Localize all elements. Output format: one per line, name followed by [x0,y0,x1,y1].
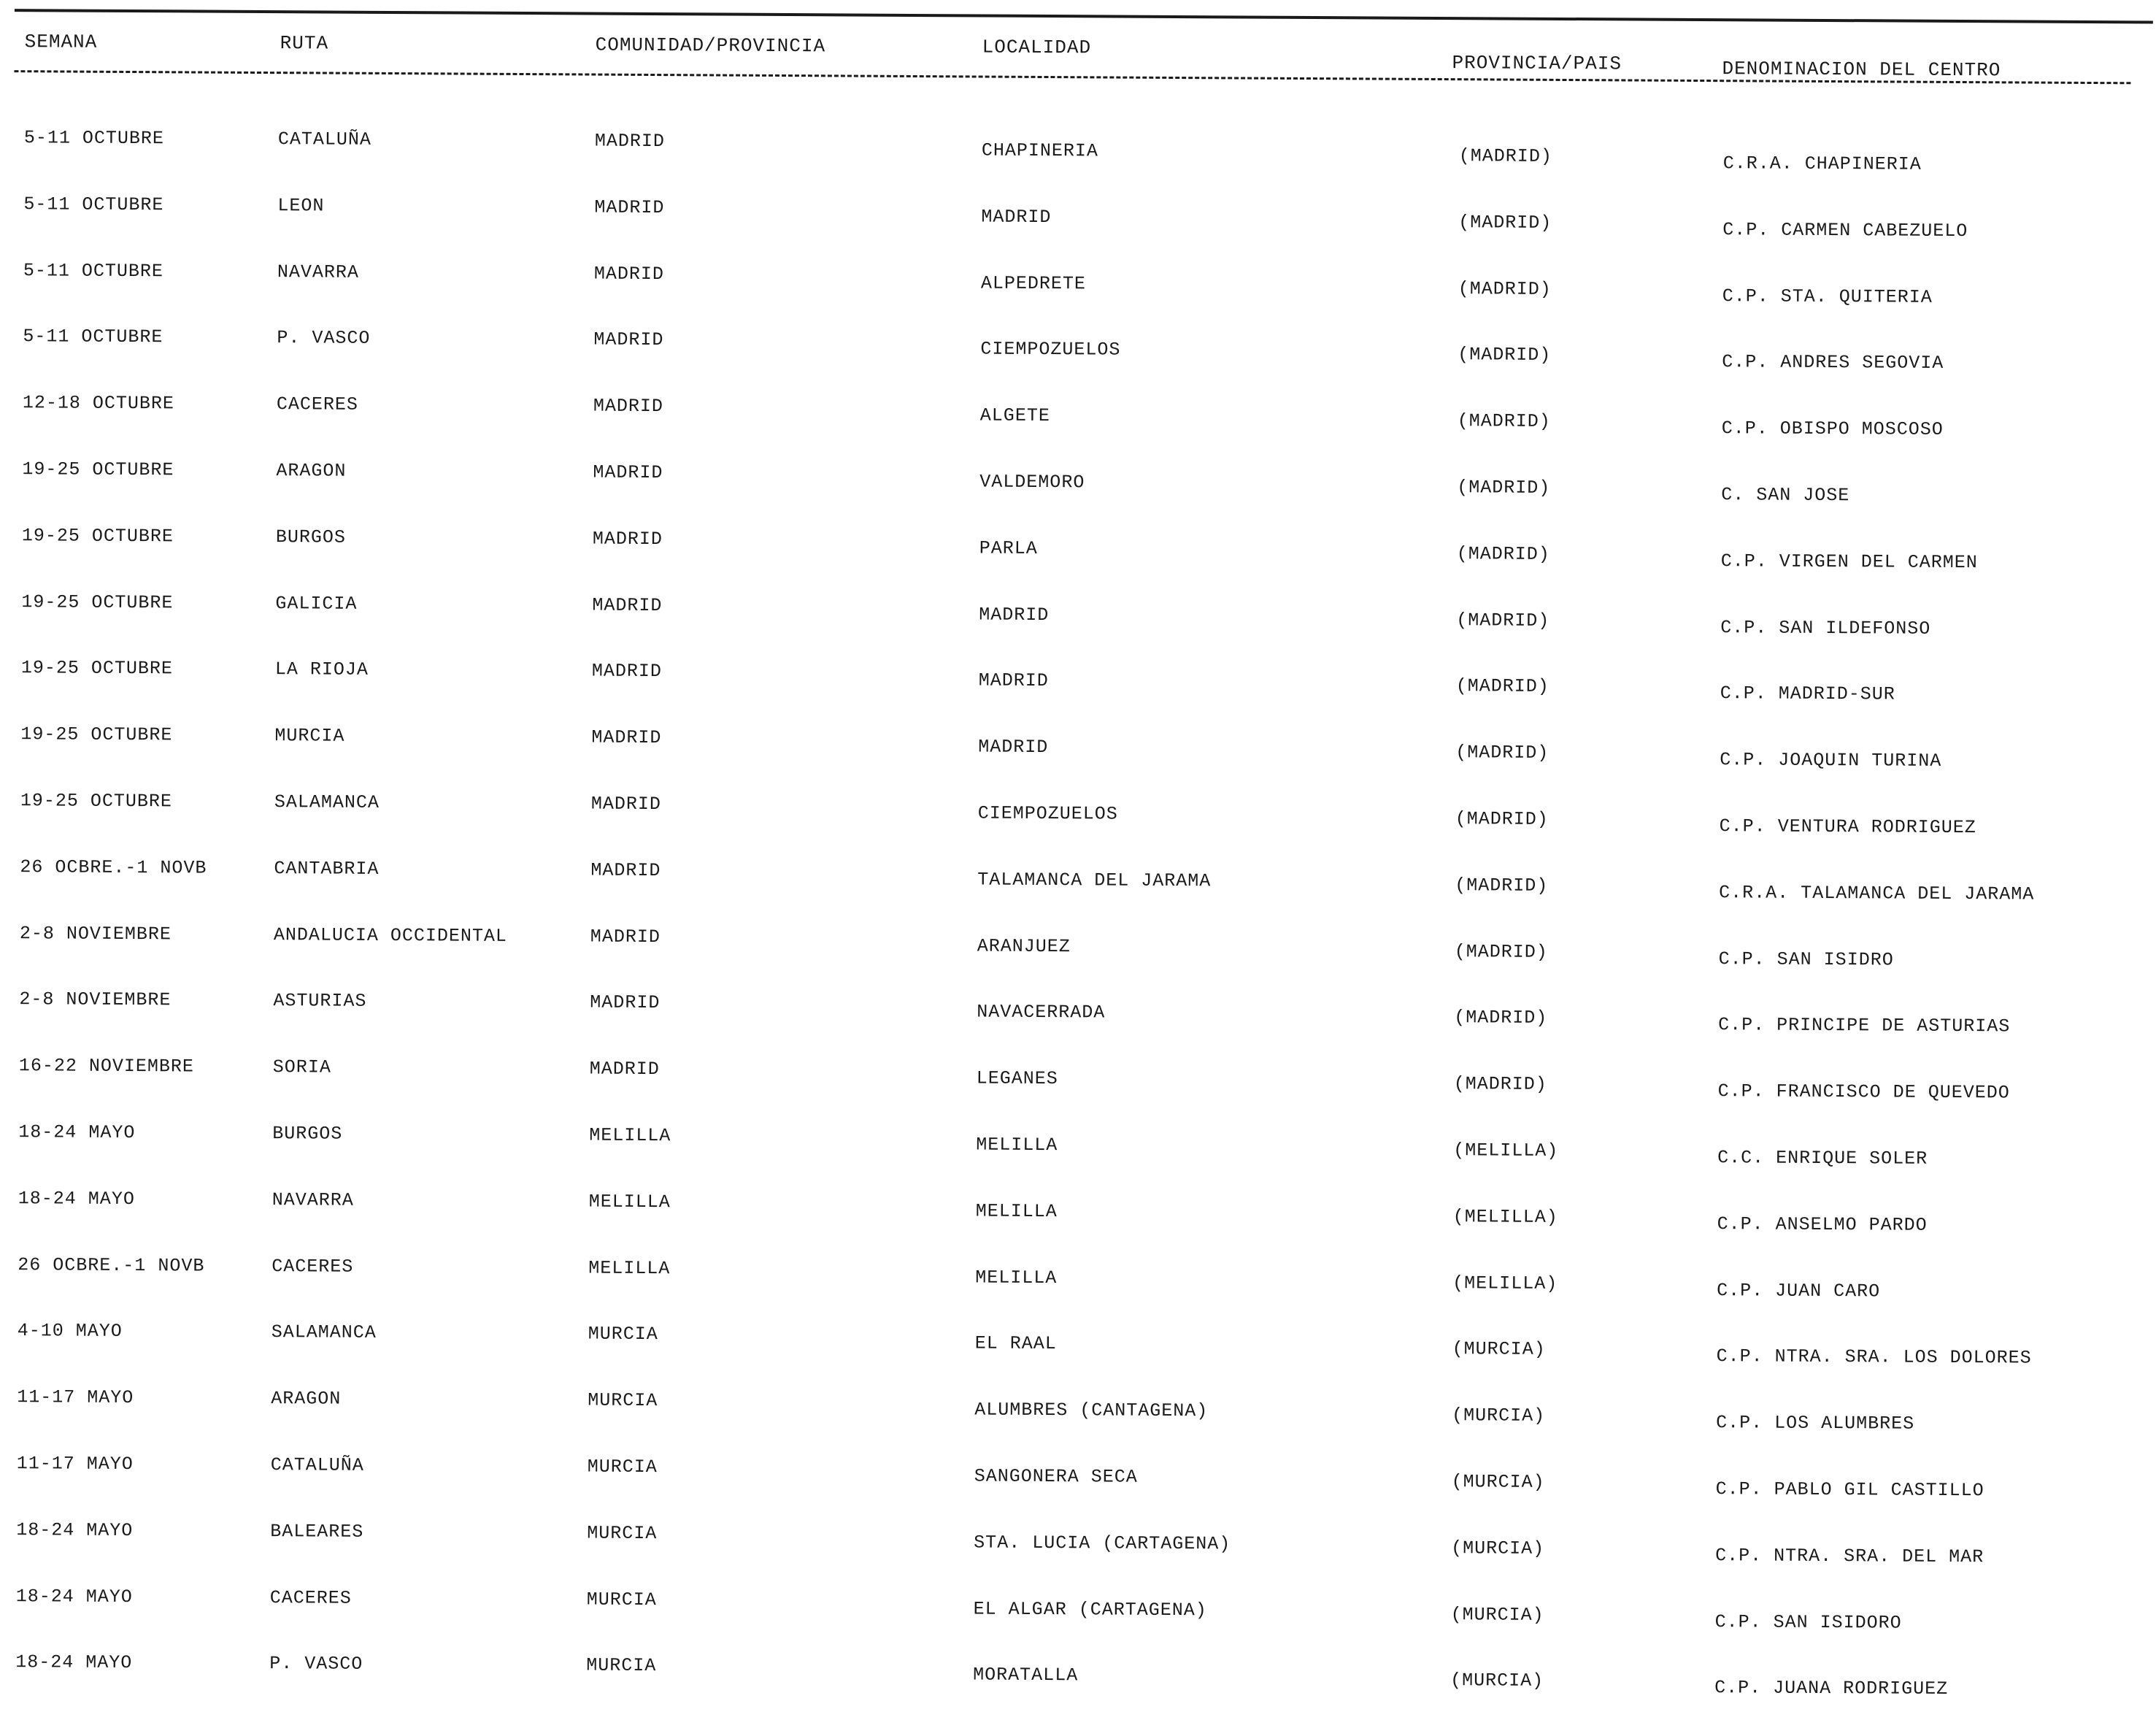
cell-semana: 19-25 OCTUBRE [21,591,174,613]
cell-centro: C. SAN JOSE [1721,484,1850,507]
cell-provincia: (MURCIA) [1450,1603,1544,1626]
cell-localidad: PARLA [979,537,1038,559]
cell-semana: 5-11 OCTUBRE [23,259,164,282]
header-centro: DENOMINACION DEL CENTRO [1722,58,2001,82]
cell-ruta: ARAGON [276,460,347,482]
table-row [0,1244,2149,1322]
cell-localidad: CIEMPOZUELOS [980,338,1121,361]
cell-ruta: LA RIOJA [274,659,369,681]
cell-ruta: ASTURIAS [273,990,367,1013]
table-row [0,647,2152,725]
cell-provincia: (MADRID) [1454,1007,1548,1029]
cell-localidad: MADRID [979,604,1050,626]
table-row [0,382,2154,460]
cell-semana: 19-25 OCTUBRE [22,458,174,481]
table-row [0,1509,2147,1587]
cell-comunidad: MELILLA [588,1257,671,1279]
cell-localidad: VALDEMORO [979,471,1085,494]
cell-semana: 18-24 MAYO [18,1187,135,1210]
table-row [0,978,2150,1056]
cell-centro: C.R.A. CHAPINERIA [1722,153,1922,175]
cell-comunidad: MADRID [593,329,664,351]
cell-provincia: (MELILLA) [1453,1140,1559,1162]
cell-semana: 2-8 NOVIEMBRE [19,922,172,945]
cell-centro: C.P. ANDRES SEGOVIA [1722,351,1944,375]
header-ruta: RUTA [280,32,329,55]
cell-localidad: MADRID [981,206,1052,228]
table-row [0,1310,2149,1388]
cell-semana: 11-17 MAYO [16,1453,134,1475]
header-provincia: PROVINCIA/PAIS [1452,52,1622,75]
cell-comunidad: MADRID [592,528,663,550]
cell-centro: C.R.A. TALAMANCA DEL JARAMA [1719,881,2035,905]
cell-provincia: (MELILLA) [1452,1272,1558,1294]
cell-ruta: BALEARES [270,1520,364,1543]
cell-centro: C.P. ANSELMO PARDO [1717,1213,1928,1236]
cell-localidad: EL ALGAR (CARTAGENA) [973,1598,1207,1621]
cell-comunidad: MURCIA [586,1589,657,1610]
cell-comunidad: MADRID [593,395,664,418]
cell-semana: 5-11 OCTUBRE [23,193,164,216]
cell-localidad: EL RAAL [974,1332,1057,1355]
schedule-table [0,117,2155,1720]
cell-semana: 16-22 NOVIEMBRE [18,1055,194,1078]
table-row [0,448,2154,526]
cell-centro: C.C. ENRIQUE SOLER [1717,1147,1928,1170]
cell-centro: C.P. JUANA RODRIGUEZ [1714,1677,1949,1700]
top-rule [15,9,2153,23]
cell-centro: C.P. MADRID-SUR [1720,683,1895,705]
table-row [0,250,2155,328]
cell-comunidad: MADRID [594,130,666,153]
cell-centro: C.P. LOS ALUMBRES [1716,1412,1915,1435]
cell-centro: C.P. JUAN CARO [1717,1279,1881,1302]
cell-ruta: CACERES [276,393,359,415]
cell-localidad: SANGONERA SECA [974,1465,1138,1488]
cell-localidad: ALGETE [979,404,1050,427]
cell-semana: 5-11 OCTUBRE [23,127,165,150]
cell-localidad: MELILLA [975,1200,1058,1222]
cell-ruta: GALICIA [275,592,358,615]
cell-comunidad: MURCIA [588,1323,658,1345]
cell-provincia: (MADRID) [1455,874,1549,897]
header-comunidad: COMUNIDAD/PROVINCIA [595,34,826,58]
table-row [0,581,2153,659]
cell-localidad: MELILLA [975,1267,1058,1289]
cell-localidad: NAVACERRADA [977,1001,1106,1024]
cell-centro: C.P. PRINCIPE DE ASTURIAS [1718,1014,2011,1037]
table-row [0,183,2155,261]
cell-localidad: MELILLA [976,1134,1058,1156]
cell-centro: C.P. CARMEN CABEZUELO [1722,218,1968,242]
cell-provincia: (MADRID) [1457,477,1551,499]
cell-ruta: CANTABRIA [274,857,380,880]
table-row [0,1045,2150,1123]
cell-comunidad: MADRID [594,196,665,218]
cell-semana: 26 OCBRE.-1 NOVB [18,1253,205,1277]
cell-provincia: (MADRID) [1455,742,1549,764]
cell-comunidad: MADRID [591,660,662,683]
header-semana: SEMANA [24,31,98,53]
cell-ruta: LEON [277,194,325,217]
cell-comunidad: MURCIA [587,1522,658,1544]
cell-provincia: (MADRID) [1458,344,1552,366]
cell-comunidad: MADRID [592,594,663,616]
cell-ruta: NAVARRA [272,1189,354,1211]
cell-comunidad: MURCIA [588,1389,658,1412]
cell-centro: C.P. NTRA. SRA. LOS DOLORES [1716,1345,2032,1369]
cell-centro: C.P. SAN ISIDRO [1718,948,1894,971]
cell-provincia: (MADRID) [1456,542,1550,565]
cell-ruta: NAVARRA [277,261,360,283]
cell-semana: 18-24 MAYO [16,1519,134,1541]
cell-semana: 19-25 OCTUBRE [20,657,174,680]
cell-centro: C.P. VIRGEN DEL CARMEN [1720,550,1978,573]
cell-centro: C.P. OBISPO MOSCOSO [1721,418,1944,441]
cell-semana: 18-24 MAYO [15,1585,133,1608]
cell-ruta: BURGOS [275,526,346,548]
cell-provincia: (MADRID) [1454,940,1548,963]
cell-semana: 4-10 MAYO [17,1320,123,1343]
table-row [0,117,2155,195]
table-row [0,315,2155,393]
cell-ruta: CATALUÑA [277,128,372,150]
cell-provincia: (MELILLA) [1452,1205,1558,1228]
cell-comunidad: MELILLA [588,1191,671,1213]
cell-provincia: (MURCIA) [1452,1338,1546,1361]
cell-comunidad: MADRID [591,726,662,749]
cell-comunidad: MADRID [590,859,661,881]
cell-ruta: ARAGON [271,1388,342,1410]
cell-ruta: SALAMANCA [271,1321,377,1344]
cell-comunidad: MADRID [590,991,661,1014]
cell-centro: C.P. PABLO GIL CASTILLO [1715,1478,1984,1502]
cell-provincia: (MADRID) [1458,211,1552,234]
cell-provincia: (MADRID) [1458,145,1552,167]
cell-ruta: SORIA [272,1056,331,1078]
cell-provincia: (MADRID) [1453,1073,1547,1096]
table-row [0,1376,2148,1454]
cell-provincia: (MADRID) [1458,277,1552,300]
cell-semana: 19-25 OCTUBRE [20,723,173,746]
cell-ruta: BURGOS [272,1123,343,1145]
cell-localidad: CIEMPOZUELOS [977,802,1118,825]
cell-localidad: CHAPINERIA [981,139,1098,162]
cell-semana: 2-8 NOVIEMBRE [19,988,172,1011]
cell-ruta: CATALUÑA [270,1454,364,1476]
cell-ruta: CACERES [269,1586,352,1609]
table-row [0,1575,2147,1653]
cell-semana: 26 OCBRE.-1 NOVB [20,856,207,879]
table-row [0,780,2152,858]
cell-semana: 19-25 OCTUBRE [21,524,174,548]
cell-localidad: ALUMBRES (CANTAGENA) [974,1399,1209,1422]
cell-centro: C.P. FRANCISCO DE QUEVEDO [1717,1080,2010,1104]
cell-ruta: P. VASCO [269,1653,363,1675]
cell-ruta: SALAMANCA [274,791,380,813]
cell-provincia: (MADRID) [1455,808,1549,830]
table-row [0,1178,2149,1256]
table-row [0,1641,2147,1719]
table-row [0,846,2151,924]
cell-centro: C.P. VENTURA RODRIGUEZ [1719,815,1976,839]
cell-provincia: (MADRID) [1455,675,1549,698]
table-row [0,515,2153,593]
cell-comunidad: MADRID [590,926,661,948]
cell-comunidad: MADRID [593,263,665,285]
cell-semana: 19-25 OCTUBRE [20,790,173,813]
cell-ruta: MURCIA [274,725,345,747]
cell-comunidad: MELILLA [589,1124,671,1147]
cell-comunidad: MADRID [590,793,661,815]
cell-localidad: LEGANES [976,1067,1058,1090]
table-row [0,913,2151,991]
cell-localidad: TALAMANCA DEL JARAMA [977,869,1212,892]
cell-provincia: (MADRID) [1456,609,1550,631]
cell-ruta: CACERES [272,1255,354,1278]
cell-localidad: MADRID [978,669,1049,692]
cell-semana: 18-24 MAYO [15,1651,133,1674]
cell-comunidad: MURCIA [586,1654,657,1677]
table-row [0,1443,2148,1521]
cell-centro: C.P. STA. QUITERIA [1722,285,1933,308]
cell-localidad: STA. LUCIA (CARTAGENA) [974,1532,1231,1555]
cell-localidad: ARANJUEZ [977,935,1071,957]
cell-localidad: MORATALLA [973,1664,1079,1686]
cell-ruta: ANDALUCIA OCCIDENTAL [273,924,507,947]
table-row [0,1111,2149,1189]
cell-centro: C.P. SAN ILDEFONSO [1720,616,1931,640]
cell-ruta: P. VASCO [277,327,371,350]
header-localidad: LOCALIDAD [982,36,1092,59]
cell-comunidad: MADRID [589,1058,660,1080]
cell-semana: 18-24 MAYO [18,1121,136,1144]
cell-centro: C.P. SAN ISIDORO [1714,1610,1902,1634]
table-row [0,713,2152,791]
cell-semana: 5-11 OCTUBRE [23,326,163,348]
cell-centro: C.P. NTRA. SRA. DEL MAR [1715,1544,1984,1567]
cell-provincia: (MURCIA) [1450,1670,1544,1692]
cell-provincia: (MURCIA) [1452,1405,1546,1427]
cell-localidad: ALPEDRETE [980,272,1086,294]
cell-centro: C.P. JOAQUIN TURINA [1720,749,1942,772]
cell-semana: 12-18 OCTUBRE [22,392,175,415]
cell-localidad: MADRID [978,736,1049,759]
cell-semana: 11-17 MAYO [17,1386,134,1409]
cell-provincia: (MURCIA) [1451,1471,1545,1493]
cell-comunidad: MADRID [593,461,663,484]
cell-provincia: (MURCIA) [1451,1537,1545,1559]
cell-provincia: (MADRID) [1457,410,1551,433]
cell-comunidad: MURCIA [587,1456,658,1478]
